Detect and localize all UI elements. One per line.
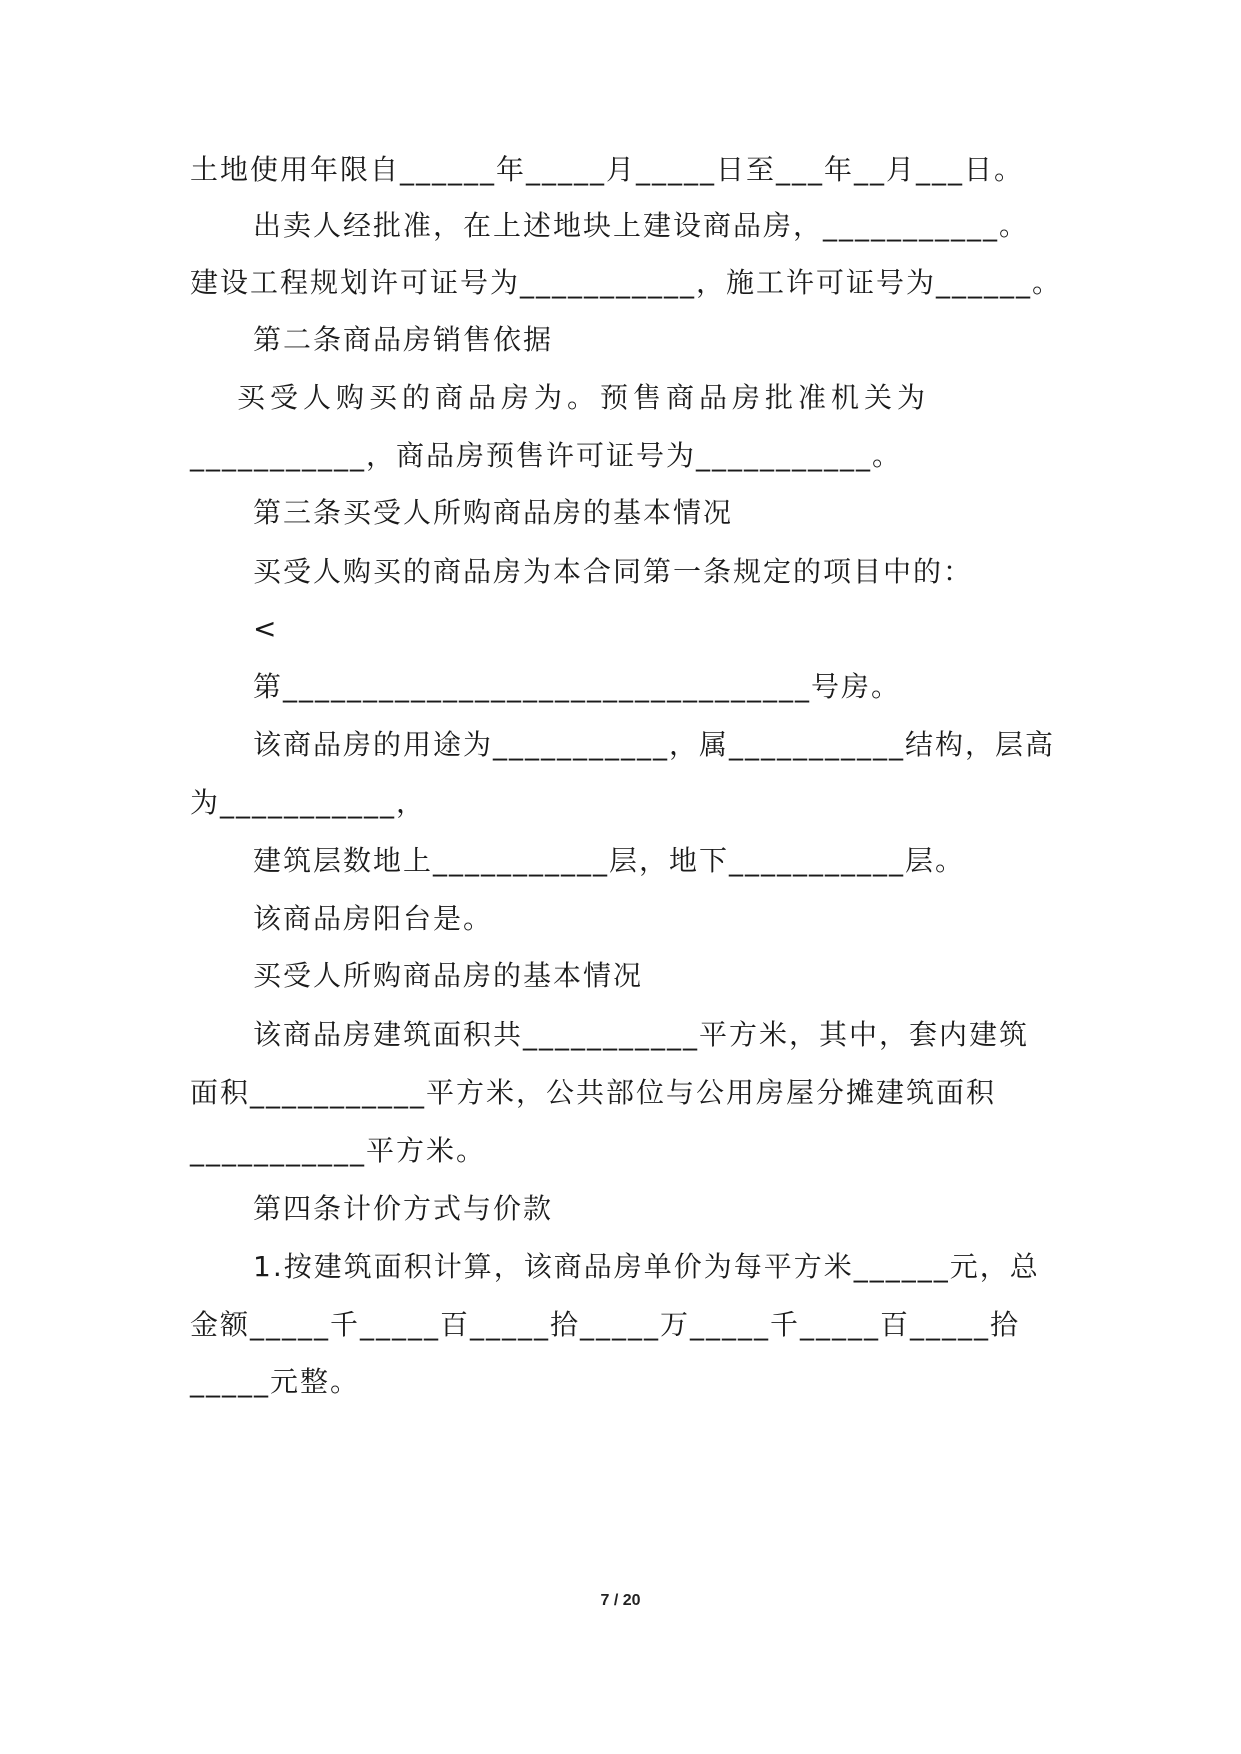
building-area-line: 该商品房建筑面积共___________平方米，其中，套内建筑 bbox=[253, 1018, 1030, 1051]
presale-permit-line: ___________，商品房预售许可证号为___________。 bbox=[190, 439, 903, 472]
floor-height-line: 为___________， bbox=[190, 786, 427, 819]
bracket-mark: < bbox=[253, 612, 279, 645]
shared-area-line: ___________平方米。 bbox=[190, 1134, 487, 1167]
amount-end-line: _____元整。 bbox=[190, 1365, 361, 1398]
unit-price-line: 1.按建筑面积计算，该商品房单价为每平方米______元，总 bbox=[253, 1250, 1040, 1283]
planning-permit-line: 建设工程规划许可证号为___________，施工许可证号为______。 bbox=[190, 266, 1063, 299]
presale-authority-line: 买受人购买的商品房为。预售商品房批准机关为 bbox=[237, 381, 927, 414]
article-three-heading: 第三条买受人所购商品房的基本情况 bbox=[253, 496, 734, 529]
page-number: 7 / 20 bbox=[600, 1592, 641, 1609]
balcony-line: 该商品房阳台是。 bbox=[253, 902, 494, 935]
house-number-line: 第_________________________________号房。 bbox=[253, 670, 902, 703]
article-two-heading: 第二条商品房销售依据 bbox=[253, 323, 554, 356]
house-usage-line: 该商品房的用途为___________，属___________结构，层高 bbox=[253, 728, 1056, 761]
floor-count-line: 建筑层数地上___________层，地下___________层。 bbox=[253, 844, 966, 877]
inner-area-line: 面积___________平方米，公共部位与公用房屋分摊建筑面积 bbox=[190, 1076, 997, 1109]
basic-info-heading: 买受人所购商品房的基本情况 bbox=[253, 959, 644, 992]
article-four-heading: 第四条计价方式与价款 bbox=[253, 1192, 554, 1225]
land-use-term-line: 土地使用年限自______年_____月_____日至___年__月___日。 bbox=[190, 153, 1025, 186]
seller-approval-line: 出卖人经批准，在上述地块上建设商品房，___________。 bbox=[253, 209, 1030, 242]
total-amount-line: 金额_____千_____百_____拾_____万_____千_____百_____拾 bbox=[190, 1308, 1021, 1341]
purchased-house-line: 买受人购买的商品房为本合同第一条规定的项目中的： bbox=[253, 555, 974, 588]
